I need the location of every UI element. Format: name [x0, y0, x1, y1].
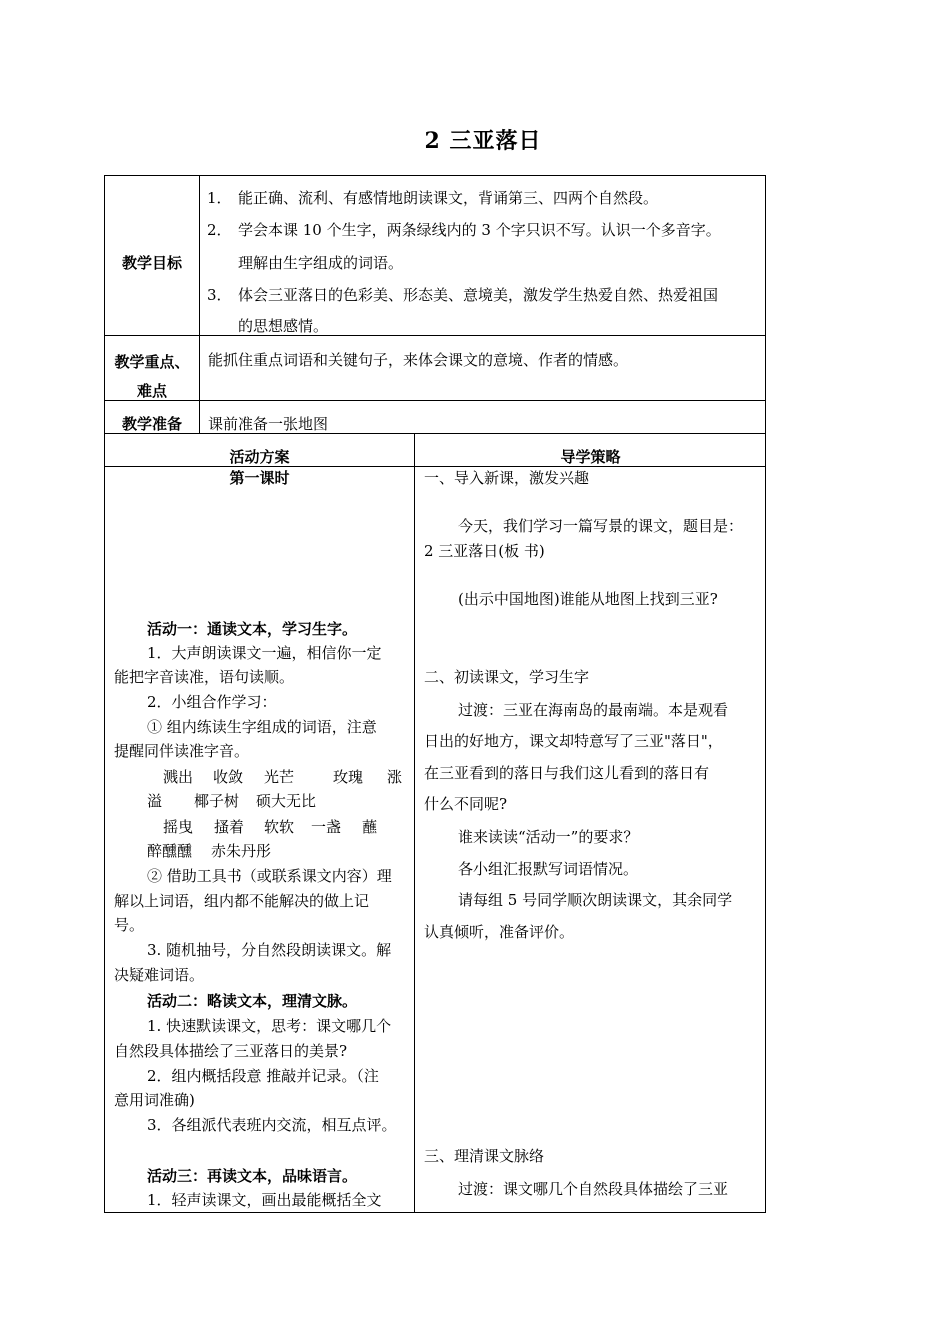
column-header-strategies: 导学策略: [560, 448, 621, 466]
vocab-word: 蘸: [362, 818, 378, 836]
page-title: 2 三亚落日: [424, 128, 542, 154]
goal-number: 1．: [207, 189, 232, 207]
keypoints-label: 难点: [136, 382, 167, 400]
strategy-line: 认真倾听，准备评价。: [424, 923, 575, 941]
vocab-word: 涨: [387, 768, 403, 786]
prep-text: 课前准备一张地图: [208, 415, 329, 433]
row-divider-prep: [104, 433, 766, 434]
vocab-word: 溢: [147, 792, 163, 810]
row-divider-goals: [104, 335, 766, 336]
goal-text: 学会本课 10 个生字，两条绿线内的 3 个字只识不写。认识一个多音字。: [238, 221, 721, 239]
goal-text: 的思想感情。: [238, 317, 329, 335]
vocab-word: 软软: [264, 818, 295, 836]
strategy-line: 2 三亚落日(板 书): [424, 542, 545, 560]
goal-text: 理解由生字组成的词语。: [238, 254, 404, 272]
section-title: 一、导入新课，激发兴趣: [424, 469, 590, 487]
vocab-word: 收敛: [213, 768, 244, 786]
activity-title: 活动二：略读文本，理清文脉。: [147, 992, 358, 1010]
activity-line: 3. 随机抽号，分自然段朗读课文。解: [147, 941, 392, 959]
strategy-line: 什么不同呢?: [424, 795, 508, 813]
strategy-line: 谁来读读“活动一”的要求？: [458, 828, 639, 846]
strategy-line: 过渡：课文哪几个自然段具体描绘了三亚: [458, 1180, 729, 1198]
vocab-word: 醉醺醺: [147, 842, 193, 860]
activity-line: 提醒同伴读准字音。: [114, 742, 250, 760]
activity-line: ② 借助工具书（或联系课文内容）理: [147, 867, 392, 885]
prep-label: 教学准备: [121, 415, 182, 433]
activity-line: 1．轻声读课文，画出最能概括全文: [147, 1191, 382, 1209]
activity-line: ① 组内练读生字组成的词语，注意: [147, 718, 377, 736]
vocab-word: 一盏: [311, 818, 342, 836]
activity-column-divider: [414, 433, 415, 1213]
strategy-line: 在三亚看到的落日与我们这儿看到的落日有: [424, 764, 710, 782]
keypoints-label: 教学重点、: [114, 353, 190, 371]
activity-line: 自然段具体描绘了三亚落日的美景?: [114, 1042, 348, 1060]
activity-title: 活动一：通读文本，学习生字。: [147, 620, 358, 638]
vocab-word: 光芒: [264, 768, 295, 786]
goal-number: 2．: [207, 221, 232, 239]
activity-line: 决疑难词语。: [114, 966, 205, 984]
goal-text: 能正确、流利、有感情地朗读课文，背诵第三、四两个自然段。: [238, 189, 659, 207]
activity-title: 活动三：再读文本，品味语言。: [147, 1167, 358, 1185]
activity-line: 意用词准确): [114, 1091, 195, 1109]
activity-line: 解以上词语，组内都不能解决的做上记: [114, 892, 370, 910]
activity-line: 1. 快速默读课文，思考：课文哪几个: [147, 1017, 392, 1035]
activity-line: 3．各组派代表班内交流，相互点评。: [147, 1116, 397, 1134]
lesson-period: 第一课时: [229, 469, 290, 487]
strategy-line: 请每组 5 号同学顺次朗读课文，其余同学: [458, 891, 733, 909]
activity-line: 能把字音读准，语句读顺。: [114, 668, 295, 686]
vocab-word: 赤朱丹彤: [211, 842, 272, 860]
vocab-word: 摇曳: [163, 818, 194, 836]
vocab-word: 玫瑰: [333, 768, 364, 786]
vocab-word: 硕大无比: [256, 792, 317, 810]
vocab-word: 搔着: [214, 818, 245, 836]
activity-line: 2．小组合作学习：: [147, 693, 277, 711]
activity-line: 2．组内概括段意 推敲并记录。（注: [147, 1067, 379, 1085]
goals-label: 教学目标: [121, 254, 182, 272]
table-border-right: [765, 175, 766, 1213]
activity-line: 1．大声朗读课文一遍，相信你一定: [147, 644, 382, 662]
section-title: 三、理清课文脉络: [424, 1147, 545, 1165]
table-border-top: [104, 175, 766, 176]
row-divider-keypoints: [104, 400, 766, 401]
vocab-word: 椰子树: [194, 792, 240, 810]
strategy-line: 今天，我们学习一篇写景的课文，题目是：: [458, 517, 744, 535]
strategy-line: 日出的好地方，课文却特意写了三亚"落日"，: [424, 732, 723, 750]
strategy-line: 过渡：三亚在海南岛的最南端。本是观看: [458, 701, 729, 719]
column-header-activities: 活动方案: [229, 448, 290, 466]
vocab-word: 溅出: [163, 768, 194, 786]
goal-text: 体会三亚落日的色彩美、形态美、意境美，激发学生热爱自然、热爱祖国: [238, 286, 719, 304]
keypoints-text: 能抓住重点词语和关键句子，来体会课文的意境、作者的情感。: [208, 351, 629, 369]
table-border-left: [104, 175, 105, 1213]
section-title: 二、初读课文，学习生字: [424, 668, 590, 686]
table-border-bottom: [104, 1212, 766, 1213]
activity-line: 号。: [114, 916, 145, 934]
goal-number: 3．: [207, 286, 232, 304]
strategy-line: 各小组汇报默写词语情况。: [458, 860, 639, 878]
strategy-line: (出示中国地图)谁能从地图上找到三亚?: [458, 590, 718, 608]
